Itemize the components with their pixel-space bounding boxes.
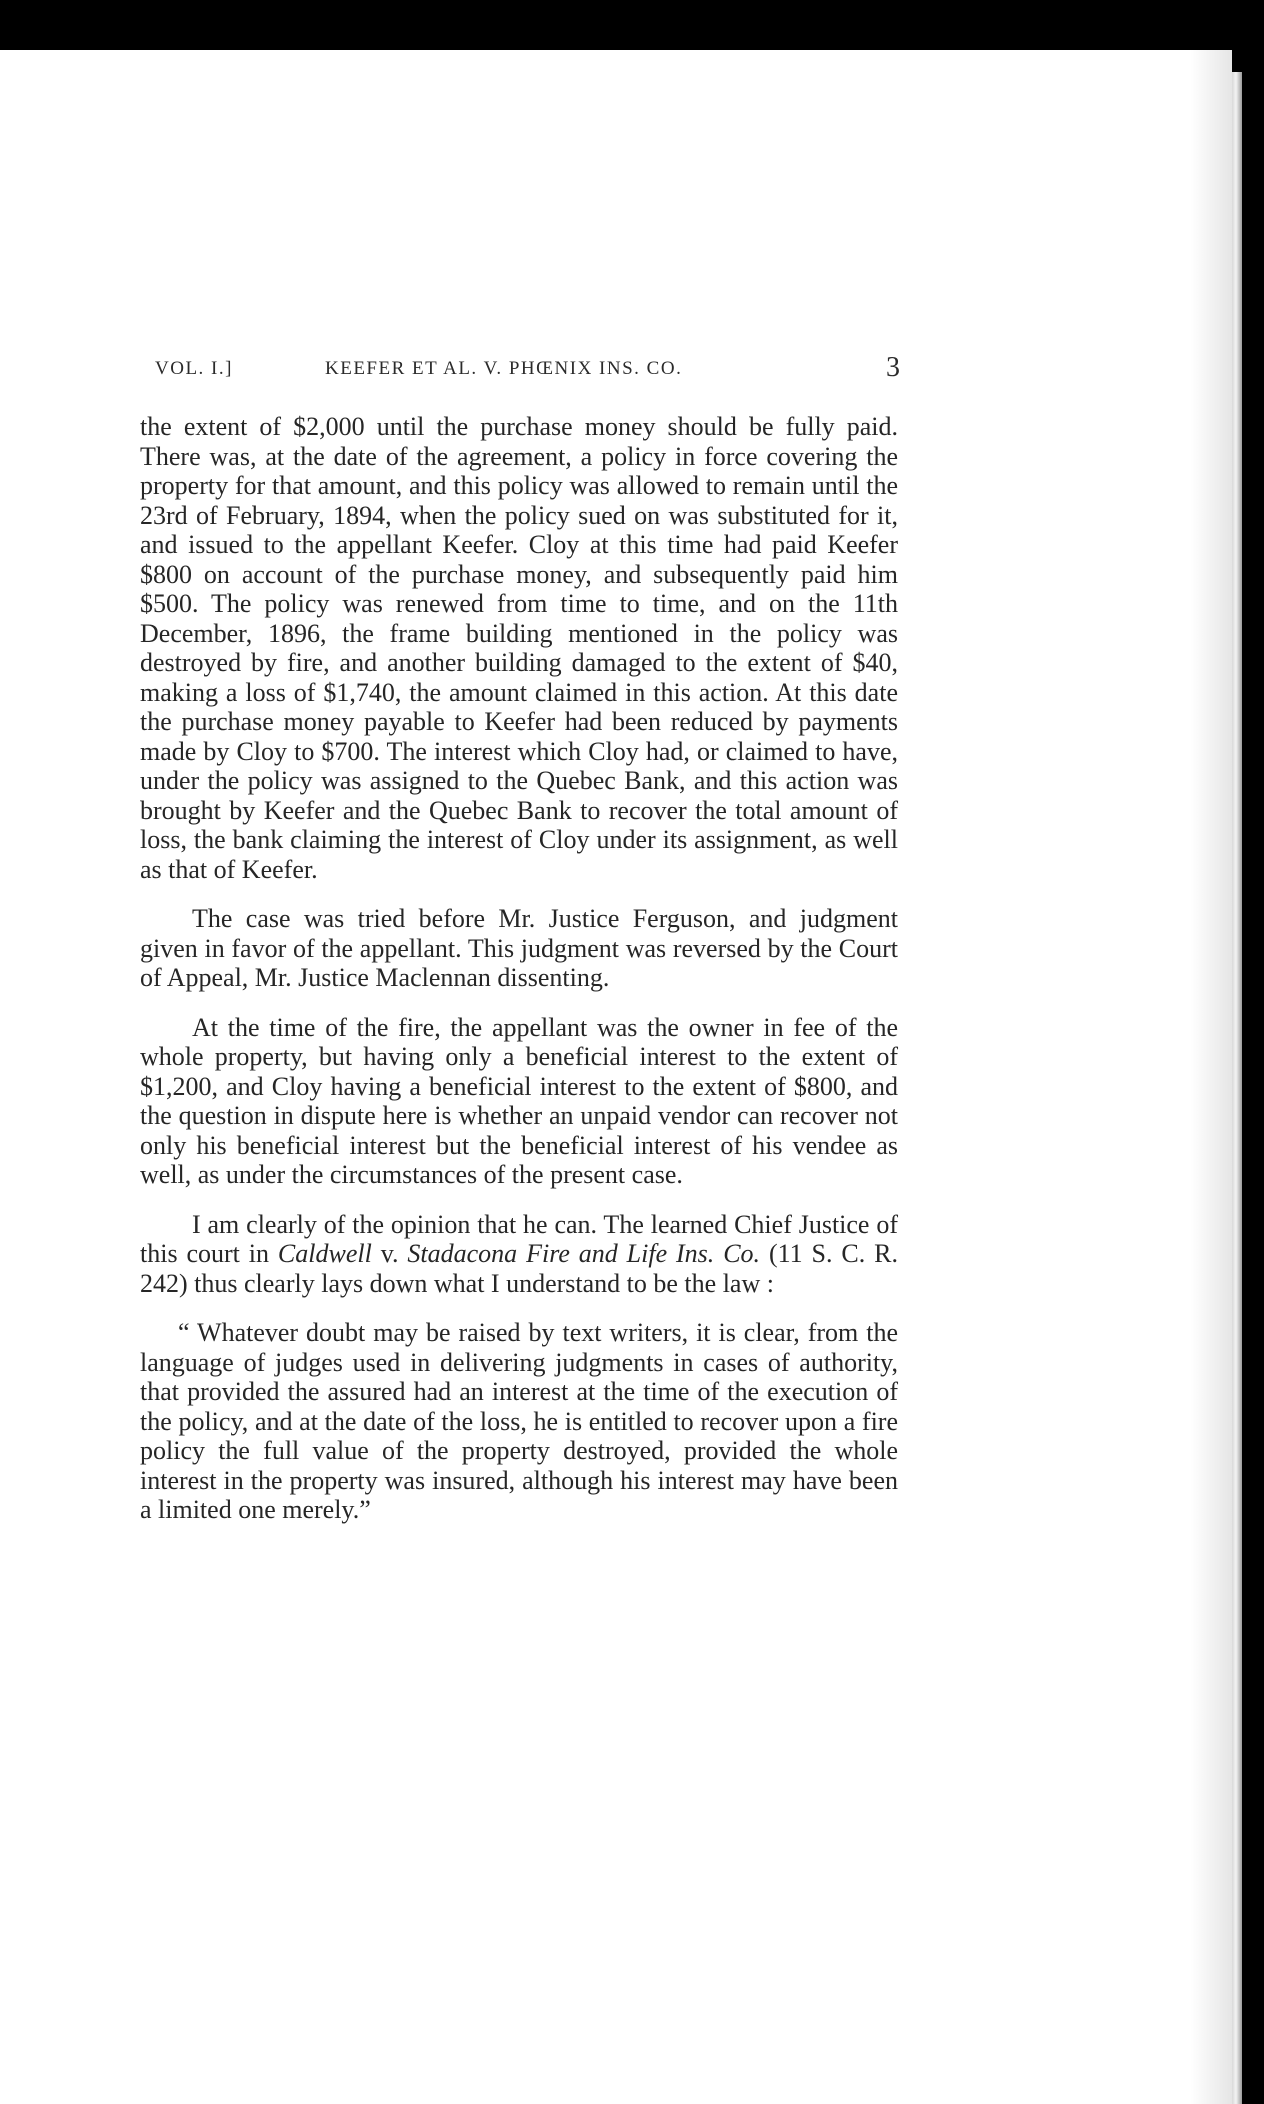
paragraph-4-text-c: (11 S. C. R. 242) thus clearly lays down what I understand to be the law : [140,1239,898,1298]
page-number: 3 [886,352,900,383]
paragraph-1: the extent of $2,000 until the purchase money should be fully paid. There was, at the date of the agreement, a policy in force covering the property for that amount, and this policy was allowed to remain until the 23rd of February, 1894, when the policy sued on was substituted for it, and issued to the appellant Keefer. Cloy at this time had paid Keefer $800 on account of the purchase money, and subsequently paid him $500. The policy was renewed from time to time, and on the 11th December, 1896, the frame building mentioned in the policy was destroyed by fire, and another building damaged to the extent of $40, making a loss of $1,740, the amount claimed in this action. At this date the purchase money payable to Keefer had been reduced by payments made by Cloy to $700. The interest which Cloy had, or claimed to have, under the policy was assigned to the Quebec Bank, and this action was brought by Keefer and the Quebec Bank to recover the total amount of loss, the bank claiming the interest of Cloy under its assignment, as well as that of Keefer. [140,412,898,884]
case-name-caldwell: Caldwell [277,1239,372,1268]
paragraph-4-text-a: I am clearly of the opinion that he can. The learned Chief Justice of this court in [140,1209,898,1268]
paragraph-4 [140,1210,898,1299]
volume-label: VOL. I.] [155,358,233,379]
quotation-paragraph: “ Whatever doubt may be raised by text writers, it is clear, from the language of judges used in delivering judgments in cases of authority, that provided the assured had an interest at the time of the execution of the policy, and at the date of the loss, he is entitled to recover upon a fire policy the full value of the property destroyed, provided the whole interest in the property was insured, although his interest may have been a limited one merely.” [140,1318,898,1524]
running-title: KEEFER ET AL. V. PHŒNIX INS. CO. [325,358,683,379]
page-edge [1232,72,1242,2104]
body-text [140,412,898,1545]
paragraph-2: The case was tried before Mr. Justice Ferguson, and judgment given in favor of the appellant. This judgment was reversed by the Court of Appeal, Mr. Justice Maclennan dissenting. [140,904,898,992]
paragraph-3: At the time of the fire, the appellant was the owner in fee of the whole property, but having only a beneficial interest to the extent of $1,200, and Cloy having a beneficial interest to the extent of $800, and the question in dispute here is whether an unpaid vendor can recover not only his beneficial interest but the beneficial interest of his vendee as well, as under the circumstances of the present case. [140,1012,898,1189]
page-gutter-shadow [1190,50,1232,2104]
scan-top-border [0,0,1264,50]
running-header [155,352,900,388]
paragraph-4-text-b: v. [371,1239,408,1268]
case-name-stadacona: Stadacona Fire and Life Ins. Co. [407,1239,761,1268]
